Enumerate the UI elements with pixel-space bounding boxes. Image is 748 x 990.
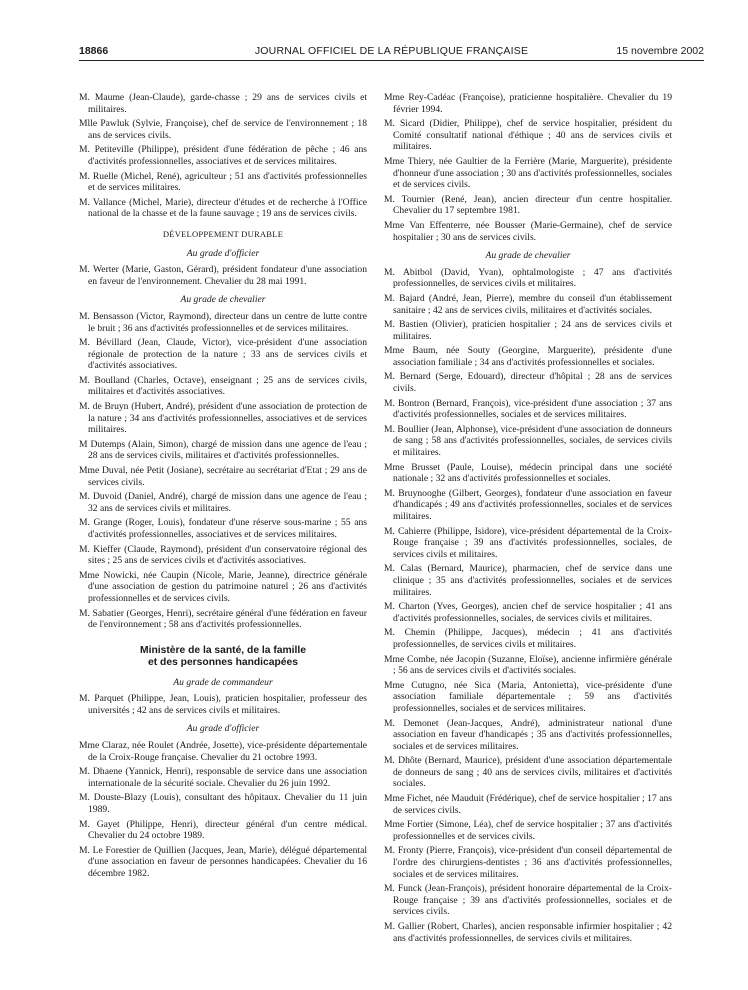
left-column <box>79 92 367 882</box>
honoree-entry: M. Dhaene (Yannick, Henri), responsable de service dans une association internationale de la sécurité sociale. Chevalier du 26 juin 1992. <box>79 766 367 789</box>
honoree-entry: Mme Nowicki, née Caupin (Nicole, Marie, Jeanne), directrice générale d'une association de gestion du patrimoine naturel ; 26 ans d'activités professionnelles et de services civils. <box>79 569 367 604</box>
honoree-entry: M. Boulland (Charles, Octave), enseignant ; 25 ans de services civils, militaires et d'activités associatives. <box>79 374 367 398</box>
ministry-heading-line2: et des personnes handicapées <box>148 657 298 669</box>
honoree-entry: M. Bajard (André, Jean, Pierre), membre du conseil d'un établissement sanitaire ; 42 ans de services civils, militaires et d'activités sociales. <box>384 292 672 316</box>
officier-entries <box>79 264 367 287</box>
officier2-entries <box>79 740 367 880</box>
honoree-entry: M. Bévillard (Jean, Claude, Victor), vice-président d'une association régionale de protection de la nature ; 33 ans de services civils et d'activités associatives. <box>79 337 367 372</box>
honoree-entry: Mme Baum, née Souty (Georgine, Marguerite), présidente d'une association familiale ; 34 ans d'activités professionnelles et sociales. <box>384 345 672 368</box>
honoree-entry: M. Dhôte (Bernard, Maurice), président d'une association départementale de donneurs de sang ; 40 ans de services civils, militaires et d'activités sociales. <box>384 755 672 790</box>
honoree-entry: M. Vallance (Michel, Marie), directeur d'études et de recherche à l'Office national de la chasse et de la faune sauvage ; 19 ans de services civils. <box>79 196 367 220</box>
honoree-entry: M. Ruelle (Michel, René), agriculteur ; 51 ans d'activités professionnelles et de services militaires. <box>79 170 367 194</box>
honoree-entry: M. Bensasson (Victor, Raymond), directeur dans un centre de lutte contre le bruit ; 36 ans d'activités professionnelles et de services militaires. <box>79 310 367 334</box>
honoree-entry: M Dutemps (Alain, Simon), chargé de mission dans une agence de l'eau ; 28 ans de services civils, militaires et d'activités professionnelles. <box>79 438 367 462</box>
honoree-entry: Mme Duval, née Petit (Josiane), secrétaire au secrétariat d'Etat ; 29 ans de services civils. <box>79 465 367 488</box>
honoree-entry: Mlle Pawluk (Sylvie, Françoise), chef de service de l'environnement ; 18 ans de services civils. <box>79 118 367 141</box>
honoree-entry: M. Gayet (Philippe, Henri), directeur général d'un centre médical. Chevalier du 24 octobre 1989. <box>79 818 367 842</box>
honoree-entry: M. de Bruyn (Hubert, André), président d'une association de protection de la nature ; 34 ans d'activités professionnelles, associatives et de services militaires. <box>79 401 367 436</box>
right-column <box>384 92 672 947</box>
honoree-entry: M. Douste-Blazy (Louis), consultant des hôpitaux. Chevalier du 11 juin 1989. <box>79 792 367 815</box>
honoree-entry: M. Chemin (Philippe, Jacques), médecin ; 41 ans d'activités professionnelles, de services civils et militaires. <box>384 627 672 650</box>
honoree-entry: M. Cahierre (Philippe, Isidore), vice-président départemental de la Croix-Rouge française ; 39 ans d'activités professionnelles, sociales, de services civils et militaires. <box>384 525 672 560</box>
honoree-entry: M. Gallier (Robert, Charles), ancien responsable infirmier hospitalier ; 42 ans d'activités professionnelles, de services civils et militaires. <box>384 921 672 944</box>
honoree-entry: M. Bernard (Serge, Edouard), directeur d'hôpital ; 28 ans de services civils. <box>384 371 672 395</box>
honoree-entry: Mme Thiery, née Gaultier de la Ferrière (Marie, Marguerite), présidente d'honneur d'une association ; 30 ans d'activités professionnelles, sociales et de services civils. <box>384 155 672 191</box>
honoree-entry: M. Maume (Jean-Claude), garde-chasse ; 29 ans de services civils et militaires. <box>79 92 367 115</box>
honoree-entry: Mme Claraz, née Roulet (Andrée, Josette), vice-présidente départementale de la Croix-Rouge française. Chevalier du 21 octobre 1993. <box>79 739 367 763</box>
honoree-entry: M. Demonet (Jean-Jacques, André), administrateur national d'une association en faveur d'handicapés ; 35 ans d'activités professionnelles, sociales et de services militaires. <box>384 717 672 752</box>
honoree-entry: M. Grange (Roger, Louis), fondateur d'une réserve sous-marine ; 55 ans d'activités professionnelles, associatives et de services militaires. <box>79 517 367 540</box>
honoree-entry: Mme Van Effenterre, née Bousser (Marie-Germaine), chef de service hospitalier ; 30 ans de services civils. <box>384 219 672 243</box>
honoree-entry: M. Funck (Jean-François), président honoraire départemental de la Croix-Rouge française ; 39 ans d'activités professionnelles, sociales et de services civils. <box>384 883 672 918</box>
honoree-entry: M. Tournier (René, Jean), ancien directeur d'un centre hospitalier. Chevalier du 17 septembre 1981. <box>384 193 672 217</box>
honoree-entry: M. Duvoid (Daniel, André), chargé de mission dans une agence de l'eau ; 32 ans de services civils et militaires. <box>79 491 367 514</box>
honoree-entry: M. Charton (Yves, Georges), ancien chef de service hospitalier ; 41 ans d'activités professionnelles, sociales, de services civils et militaires. <box>384 601 672 624</box>
publication-date: 15 novembre 2002 <box>616 45 704 57</box>
honoree-entry: Mme Fichet, née Mauduit (Frédérique), chef de service hospitalier ; 17 ans de services civils. <box>384 793 672 816</box>
page-number: 18866 <box>79 45 109 57</box>
honoree-entry: M. Fronty (Pierre, François), vice-président d'un conseil départemental de l'ordre des chirurgiens-dentistes ; 36 ans d'activités professionnelles, sociales et de services militaires. <box>384 845 672 880</box>
page-header <box>79 45 704 59</box>
honoree-entry: M. Parquet (Philippe, Jean, Louis), praticien hospitalier, professeur des universités ; 42 ans de services civils et militaires. <box>79 693 367 716</box>
journal-title: JOURNAL OFFICIEL DE LA RÉPUBLIQUE FRANÇAISE <box>254 45 529 57</box>
section-title: DÉVELOPPEMENT DURABLE <box>162 228 284 239</box>
ministry-heading <box>79 645 367 670</box>
right-entries-top <box>384 92 672 243</box>
honoree-entry: M. Bastien (Olivier), praticien hospitalier ; 24 ans de services civils et militaires. <box>384 319 672 342</box>
grade-heading-chevalier-right: Au grade de chevalier <box>485 250 571 262</box>
honoree-entry: M. Bontron (Bernard, François), vice-président d'une association ; 37 ans d'activités professionnelles, sociales et de services militaires. <box>384 397 672 421</box>
honoree-entry: Mme Cutugno, née Sica (Maria, Antonietta), vice-présidente d'une association familiale départementale ; 59 ans d'activités professionnelles, sociales et de services militaires. <box>384 679 672 714</box>
honoree-entry: M. Petiteville (Philippe), président d'une fédération de pêche ; 46 ans d'activités professionnelles, associatives et de services militaires. <box>79 144 367 167</box>
header-rule <box>79 60 704 61</box>
honoree-entry: M. Sabatier (Georges, Henri), secrétaire général d'une fédération en faveur de l'environnement ; 58 ans d'activités professionnelles. <box>79 607 367 631</box>
honoree-entry: M. Boullier (Jean, Alphonse), vice-président d'une association de donneurs de sang ; 58 ans d'activités professionnelles, sociales, de services civils et militaires. <box>384 423 672 459</box>
grade-heading-officier-2: Au grade d'officier <box>186 723 260 735</box>
honoree-entry: M. Abitbol (David, Yvan), ophtalmologiste ; 47 ans d'activités professionnelles, de services civils et militaires. <box>384 266 672 290</box>
honoree-entry: Mme Fortier (Simone, Léa), chef de service hospitalier ; 37 ans d'activités professionnelles et de services civils. <box>384 819 672 842</box>
right-chevalier-entries <box>384 267 672 944</box>
grade-heading-officier: Au grade d'officier <box>186 247 260 259</box>
chevalier-entries <box>79 311 367 631</box>
honoree-entry: M. Sicard (Didier, Philippe), chef de service hospitalier, président du Comité consultatif national d'éthique ; 40 ans de services civils et militaires. <box>384 118 672 153</box>
honoree-entry: Mme Brusset (Paule, Louise), médecin principal dans une société nationale ; 32 ans d'activités professionnelles et sociales. <box>384 461 672 485</box>
left-entries-top <box>79 92 367 220</box>
honoree-entry: M. Calas (Bernard, Maurice), pharmacien, chef de service dans une clinique ; 35 ans d'activités professionnelles, sociales et de services militaires. <box>384 563 672 598</box>
grade-heading-commandeur: Au grade de commandeur <box>173 676 273 688</box>
honoree-entry: Mme Rey-Cadéac (Françoise), praticienne hospitalière. Chevalier du 19 février 1994. <box>384 92 672 115</box>
honoree-entry: M. Kieffer (Claude, Raymond), président d'un conservatoire régional des sites ; 25 ans de services civils et d'activités associatives. <box>79 543 367 567</box>
ministry-heading-line1: Ministère de la santé, de la famille <box>140 644 306 656</box>
grade-heading-chevalier: Au grade de chevalier <box>180 294 266 306</box>
honoree-entry: M. Bruynooghe (Gilbert, Georges), fondateur d'une association en faveur d'handicapés ; 49 ans d'activités professionnelles, sociales et de services militaires. <box>384 487 672 522</box>
honoree-entry: M. Werter (Marie, Gaston, Gérard), président fondateur d'une association en faveur de l'environnement. Chevalier du 28 mai 1991. <box>79 264 367 287</box>
honoree-entry: M. Le Forestier de Quillien (Jacques, Jean, Marie), délégué départemental d'une association en faveur de personnes handicapées. Chevalier du 16 décembre 1982. <box>79 844 367 879</box>
honoree-entry: Mme Combe, née Jacopin (Suzanne, Eloïse), ancienne infirmière générale ; 56 ans de services civils et d'activités sociales. <box>384 653 672 677</box>
commandeur-entries <box>79 693 367 716</box>
